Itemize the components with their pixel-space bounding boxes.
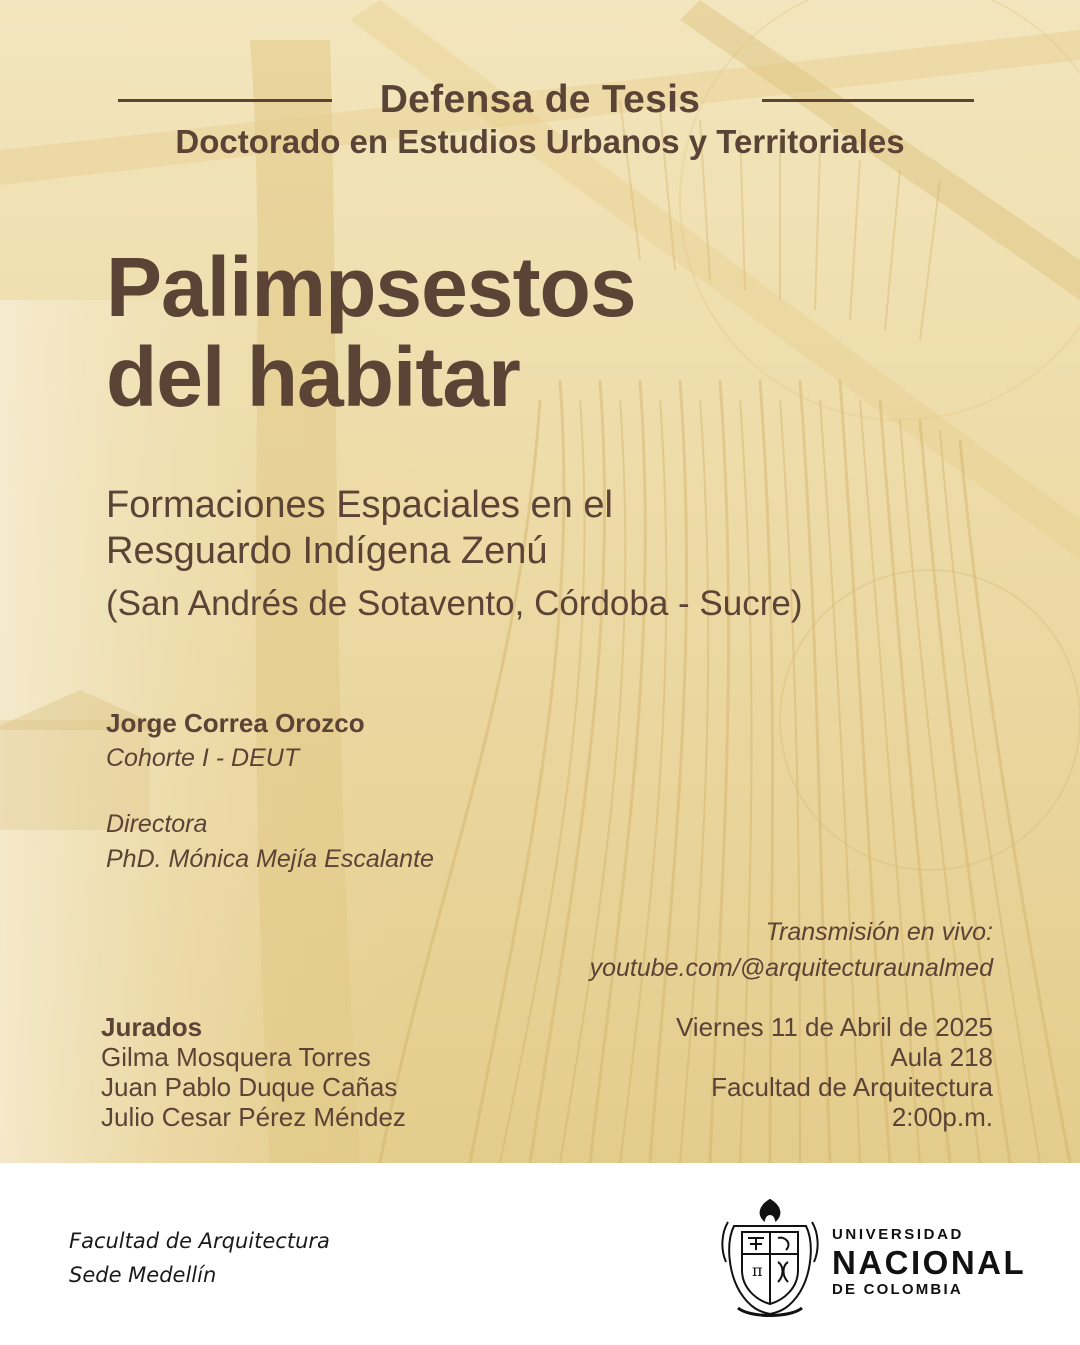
svg-text:π: π (752, 1261, 763, 1280)
campus-name: Sede Medellín (69, 1263, 217, 1287)
director-name: PhD. Mónica Mejía Escalante (106, 845, 434, 873)
event-type-heading: Defensa de Tesis (379, 78, 701, 121)
event-time: 2:00p.m. (891, 1102, 993, 1132)
university-logotype (832, 1226, 1026, 1298)
thesis-subtitle (106, 482, 613, 574)
stream-label: Transmisión en vivo: (765, 918, 993, 946)
event-venue: Facultad de Arquitectura (711, 1072, 993, 1102)
thesis-title-line1: Palimpsestos (106, 240, 636, 334)
coat-of-arms-icon (720, 1192, 820, 1327)
candidate-name: Jorge Correa Orozco (106, 708, 365, 738)
thesis-location-note: (San Andrés de Sotavento, Córdoba - Sucre) (106, 584, 803, 623)
thesis-title-line2: del habitar (106, 330, 520, 424)
event-room: Aula 218 (890, 1042, 993, 1072)
thesis-title (106, 242, 636, 422)
jury-member: Gilma Mosquera Torres (101, 1042, 371, 1072)
university-line2: NACIONAL (832, 1244, 1027, 1281)
faculty-name: Facultad de Arquitectura (69, 1229, 330, 1253)
candidate-cohort: Cohorte I - DEUT (106, 744, 300, 772)
event-date: Viernes 11 de Abril de 2025 (675, 1012, 993, 1042)
thesis-subtitle-line2: Resguardo Indígena Zenú (106, 530, 548, 572)
program-heading: Doctorado en Estudios Urbanos y Territoriales (175, 123, 905, 160)
jury-member: Juan Pablo Duque Cañas (101, 1072, 398, 1102)
stream-url-link[interactable]: youtube.com/@arquitecturaunalmed (589, 954, 993, 982)
director-label: Directora (106, 810, 208, 838)
university-line1: UNIVERSIDAD (832, 1226, 964, 1243)
jury-list (101, 1012, 406, 1132)
jury-member: Julio Cesar Pérez Méndez (101, 1102, 406, 1132)
jury-label: Jurados (101, 1012, 203, 1042)
faculty-signature (69, 1224, 330, 1292)
thesis-subtitle-line1: Formaciones Espaciales en el (106, 484, 613, 526)
university-line3: DE COLOMBIA (832, 1281, 963, 1298)
event-info (676, 1012, 993, 1132)
